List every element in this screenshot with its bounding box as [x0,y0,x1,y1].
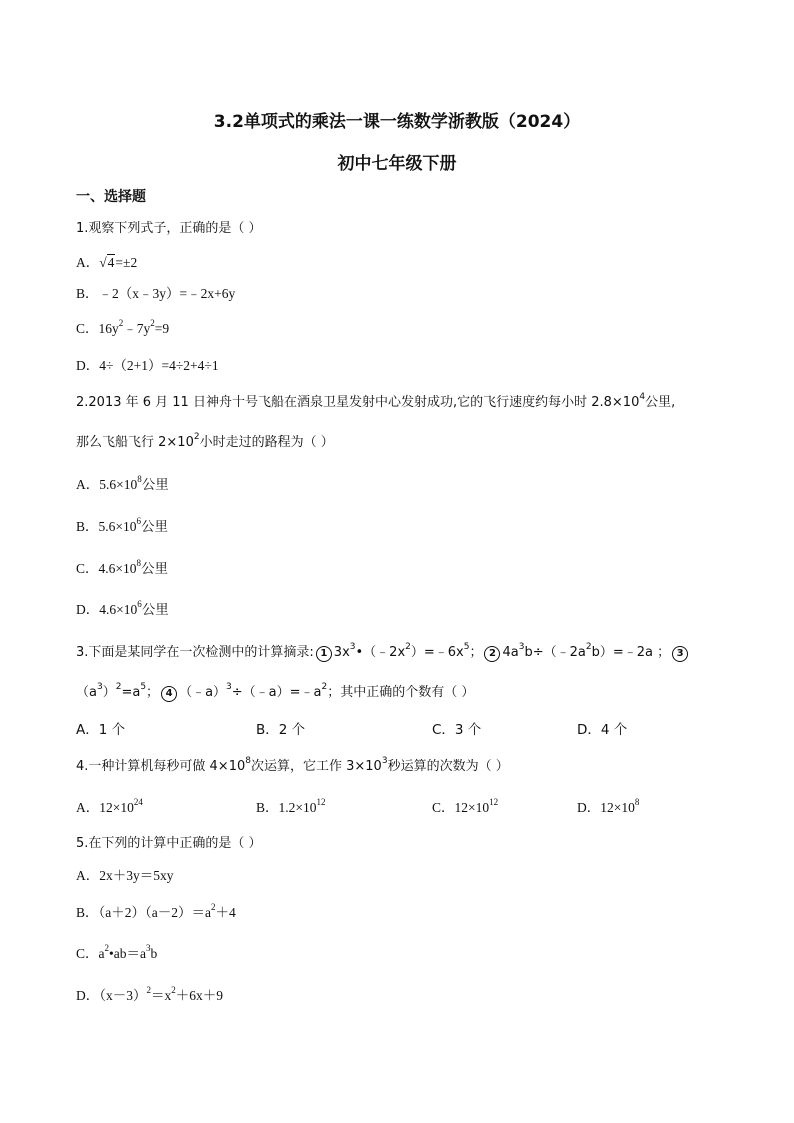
circled-number-4: 4 [161,686,177,702]
question-5-option-c: C．$a^2•ab=a^3b$ [76,943,158,961]
question-1-option-a: A．√4=±2 [76,255,138,270]
document-subtitle: 初中七年级下册 [337,154,457,174]
question-2-option-b: B．$5.6\times 10^6$公里 [76,516,168,534]
question-2-stem-line2: 那么飞船飞行 $2\times 10^2$小时走过的路程为（ ） [76,432,334,450]
question-2-option-a: A．$5.6\times 10^8$公里 [76,474,169,492]
question-2-stem-line1: 2.2013 年 6 月 11 日神舟十号飞船在酒泉卫星发射中心发射成功,它的飞行速度约每小时 $2.8\times 10^4$公里, [76,392,676,410]
question-2-option-d: D．$4.6\times 10^6$公里 [76,599,169,617]
question-1-option-c: C．$16y^2﹣7y^2=9$ [76,318,170,336]
question-4-stem: 4.一种计算机每秒可做 $4\times 10^8$次运算，它工作 $3\times 10^3$秒运算的次数为（ ） [76,756,509,774]
question-3-option-a: A．1 个 [76,722,126,738]
question-5-option-d: D．$(x-3)^2=x^2+6x+9$ [76,985,223,1003]
document-title: 3.2单项式的乘法一课一练数学浙教版（2024） [213,112,581,132]
section-heading: 一、选择题 [76,189,146,205]
question-4-option-a: A．$12\times 10^{24}$ [76,797,143,815]
circled-number-2: 2 [484,646,500,662]
question-4-option-b: B．$1.2\times 10^{12}$ [256,797,326,815]
question-3-stem-line2: $(a^3)^2=a^5$； 4 $(﹣a)^3\div(﹣a)=﹣a^2$；其中正确的个数有（ ） [76,682,475,700]
question-3-option-c: C．3 个 [432,722,482,738]
question-5-stem: 5.在下列的计算中正确的是（ ） [76,836,262,851]
circled-number-1: 1 [316,646,332,662]
sqrt-symbol: √4 [99,255,115,270]
question-3-stem-line1: 3.下面是某同学在一次检测中的计算摘录: 1 $3x^3•(﹣2x^2)=﹣6x^5$； 2 $4a^3b\div(﹣2a^2b)=﹣2a$ ； 3 [76,641,690,662]
question-3-option-d: D．4 个 [577,722,628,738]
question-3-option-b: B．2 个 [256,722,306,738]
question-2-option-c: C．$4.6\times 10^8$公里 [76,558,168,576]
question-5-option-b: B．$(a+2)(a-2)=a^2+4$ [76,902,236,920]
question-1-option-b: B．﹣2（x﹣3y）=﹣2x+6y [76,286,236,301]
question-1-stem: 1.观察下列式子，正确的是（ ） [76,221,262,236]
question-4-option-d: D．$12\times 10^8$ [577,797,640,815]
question-1-option-d: D．4÷（2+1）=4÷2+4÷1 [76,358,219,373]
question-5-option-a: A．2x＋3y＝5xy [76,868,174,883]
circled-number-3: 3 [672,646,688,662]
question-4-option-c: C．$12\times 10^{12}$ [432,797,499,815]
